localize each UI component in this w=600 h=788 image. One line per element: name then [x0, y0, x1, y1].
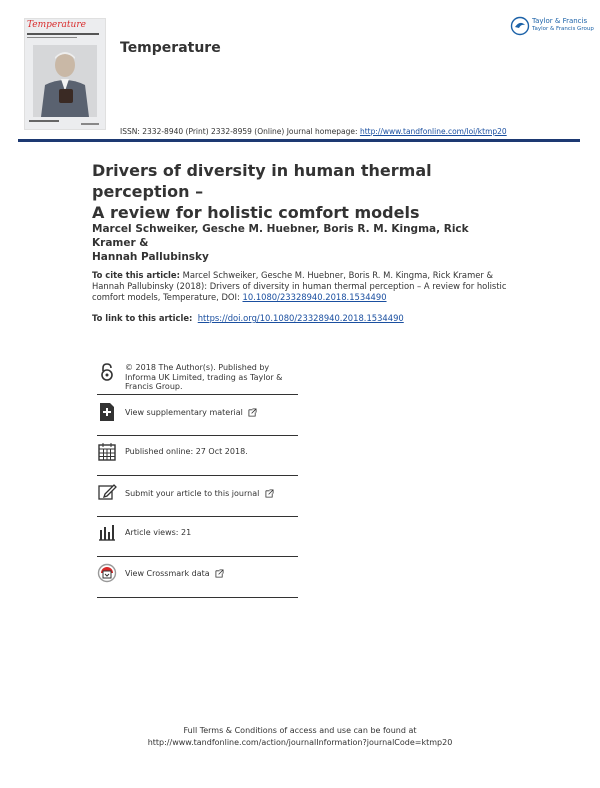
publisher-logo-icon [510, 16, 530, 36]
terms-footer-line: Full Terms & Conditions of access and use can be found at [183, 726, 417, 735]
terms-footer-url[interactable]: http://www.tandfonline.com/action/journalInformation?journalCode=ktmp20 [147, 738, 453, 747]
journal-homepage-link[interactable]: http://www.tandfonline.com/loi/ktmp20 [359, 127, 507, 136]
calendar-icon [97, 442, 117, 462]
publisher-logo-subtext: Taylor & Francis Group [532, 26, 594, 32]
journal-cover-image [24, 18, 106, 130]
submit-article-label: Submit your article to this journal [125, 489, 260, 498]
external-link-icon [248, 408, 257, 417]
authors-line: Hannah Pallubinsky [92, 251, 209, 263]
submit-article-link[interactable] [125, 489, 274, 499]
copyright-text: © 2018 The Author(s). Published by Informa UK Limited, trading as Taylor & Francis Group. [125, 363, 283, 391]
crossmark-link[interactable] [125, 569, 224, 579]
open-access-icon [97, 362, 117, 382]
submit-edit-icon [97, 482, 117, 502]
supplementary-link[interactable] [125, 408, 257, 418]
issn-text: ISSN: 2332-8940 (Print) 2332-8959 (Online) Journal homepage: [120, 127, 358, 136]
bar-chart-icon [97, 522, 117, 542]
crossmark-row[interactable] [97, 562, 298, 596]
terms-footer [100, 725, 500, 749]
article-title [92, 160, 532, 223]
citation-block [92, 270, 522, 303]
row-divider [97, 435, 298, 436]
row-divider [97, 556, 298, 557]
publisher-logo-text: Taylor & Francis [532, 17, 588, 25]
row-divider [97, 516, 298, 517]
authors-line: Marcel Schweiker, Gesche M. Huebner, Boris R. M. Kingma, Rick Kramer & [92, 223, 469, 249]
row-divider [97, 475, 298, 476]
article-link-label: To link to this article: [92, 313, 193, 323]
published-date-row [97, 441, 298, 475]
article-title-line: A review for holistic comfort models [92, 203, 420, 222]
row-divider [97, 597, 298, 598]
article-authors [92, 222, 512, 264]
cover-journal-name: Temperature [27, 20, 86, 30]
supplementary-row[interactable] [97, 400, 298, 434]
header-divider [18, 139, 580, 142]
cover-divider [27, 33, 99, 35]
article-views-row[interactable] [97, 522, 298, 556]
article-title-line: Drivers of diversity in human thermal perception – [92, 161, 432, 201]
citation-doi-link[interactable]: 10.1080/23328940.2018.1534490 [242, 292, 387, 302]
citation-label: To cite this article: [92, 270, 180, 280]
portrait-illustration [33, 45, 97, 117]
journal-title[interactable]: Temperature [120, 40, 221, 56]
cover-divider [27, 37, 77, 38]
citation-text: Marcel Schweiker, Gesche M. Huebner, Boris R. M. Kingma, Rick Kramer & Hannah Pallubinsky (2018): Drivers of diversity in human thermal perception – A review for holistic comfort models, Temperature, DOI: [92, 270, 507, 302]
external-link-icon [265, 489, 274, 498]
issn-line [120, 127, 507, 136]
published-date: Published online: 27 Oct 2018. [125, 447, 248, 456]
crossmark-label: View Crossmark data [125, 569, 210, 578]
cover-caption [29, 120, 59, 122]
external-link-icon [215, 569, 224, 578]
article-doi-link[interactable]: https://doi.org/10.1080/23328940.2018.1534490 [197, 313, 404, 323]
article-link-block [92, 313, 404, 323]
supplementary-label: View supplementary material [125, 408, 243, 417]
article-views: Article views: 21 [125, 528, 192, 537]
cover-portrait-photo [33, 45, 97, 117]
submit-article-row[interactable] [97, 481, 298, 515]
cover-caption [81, 123, 99, 125]
row-divider [97, 394, 298, 395]
open-access-row [97, 360, 298, 394]
crossmark-icon [97, 563, 117, 583]
publisher-logo[interactable] [510, 16, 594, 38]
supplementary-icon [97, 402, 117, 422]
